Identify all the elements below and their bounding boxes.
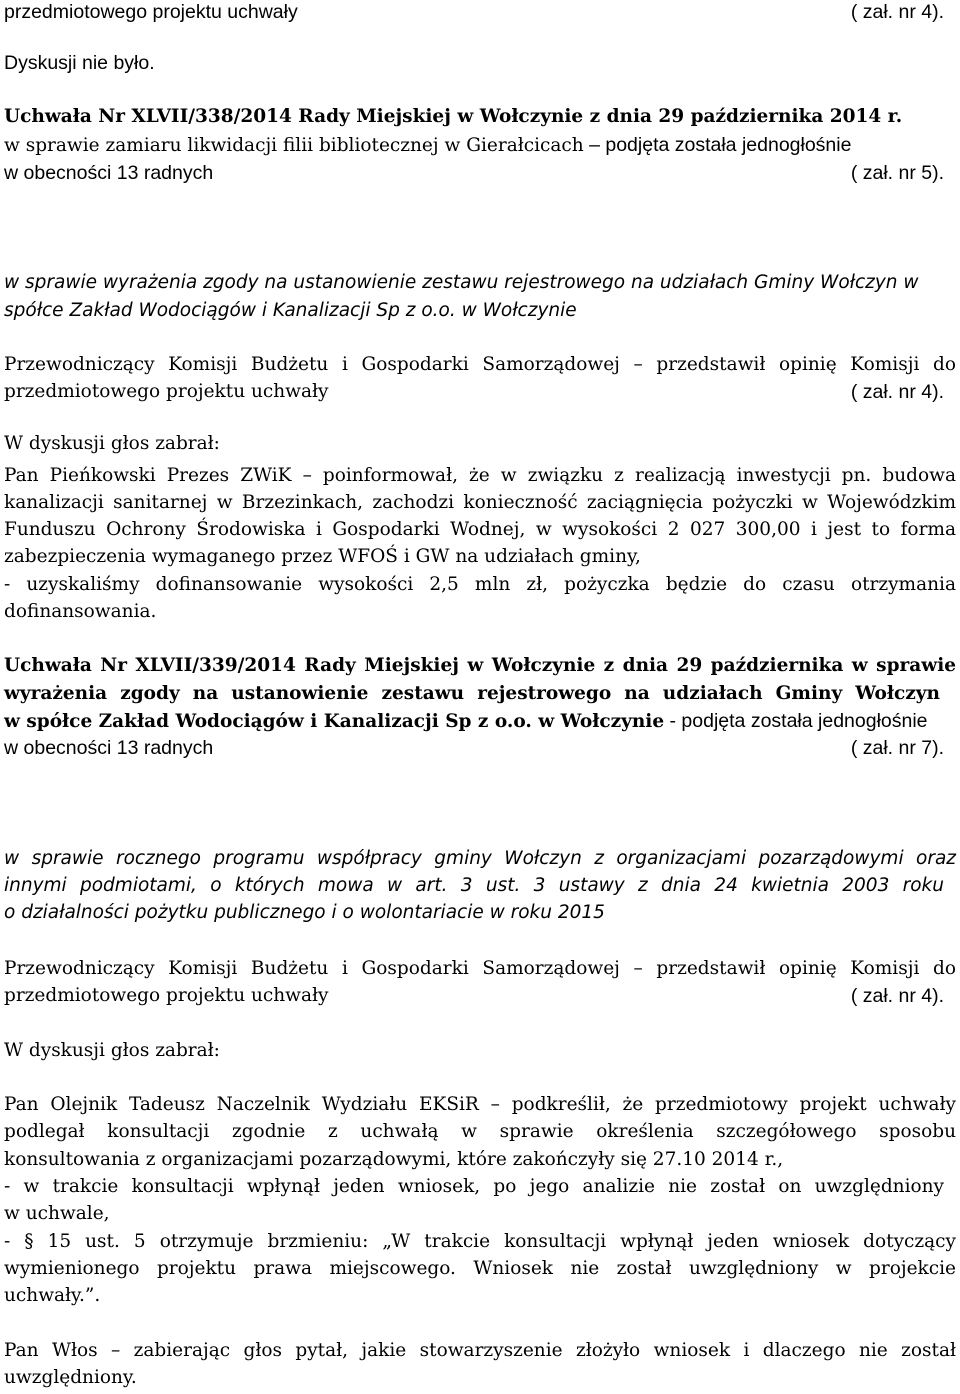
text-line: Pan Olejnik Tadeusz Naczelnik Wydziału EKSiR – podkreślił, że przedmiotowy projekt uchwały — [4, 1094, 956, 1115]
text-line: uwzględniony. — [4, 1367, 137, 1388]
text-line: - uzyskaliśmy dofinansowanie wysokości 2,5 mln zł, pożyczka będzie do czasu otrzymania — [4, 574, 956, 595]
resolution-heading: Uchwała Nr XLVII/338/2014 Rady Miejskiej w Wołczynie z dnia 29 października 2014 r. — [4, 106, 903, 127]
text-line — [4, 0, 956, 26]
text-line: Pan Włos – zabierając głos pytał, jakie stowarzyszenie złożyło wniosek i dlaczego nie został — [4, 1340, 956, 1361]
line-text: w obecności 13 radnych — [4, 162, 214, 184]
text-line — [4, 734, 956, 762]
attachment-ref: ( zał. nr 7). — [850, 737, 944, 759]
text-line: kanalizacji sanitarnej w Brzezinkach, zachodzi konieczność zaciągnięcia pożyczki w Wojewódzkim — [4, 492, 956, 513]
text-line: uchwały.”. — [4, 1285, 101, 1306]
text-line: Dyskusji nie było. — [4, 52, 155, 74]
attachment-ref: ( zał. nr 4). — [850, 381, 944, 403]
resolution-subject: w sprawie zamiaru likwidacji filii bibliotecznej w Gierałcicach — [4, 135, 584, 156]
text-line: konsultowania z organizacjami pozarządowymi, które zakończyły się 27.10 2014 r., — [4, 1149, 784, 1170]
line-text: przedmiotowego projektu uchwały — [4, 381, 329, 402]
text-line: w uchwale, — [4, 1203, 110, 1224]
attachment-ref: ( zał. nr 4). — [850, 985, 944, 1007]
text-line — [4, 707, 956, 736]
resolution-heading: wyrażenia zgody na ustanowienie zestawu rejestrowego na udziałach Gminy Wołczyn — [4, 683, 940, 704]
text-line — [4, 131, 956, 160]
resolution-heading: w spółce Zakład Wodociągów i Kanalizacji Sp z o.o. w Wołczynie — [4, 711, 665, 732]
text-line: Pan Pieńkowski Prezes ZWiK – poinformował, że w związku z realizacją inwestycji pn. budowa — [4, 465, 956, 486]
text-line — [4, 159, 956, 187]
line-text: - podjęta została jednogłośnie — [664, 710, 928, 732]
agenda-item-title: w sprawie rocznego programu współpracy gminy Wołczyn z organizacjami pozarządowymi oraz — [4, 848, 956, 869]
discussion-label: W dyskusji głos zabrał: — [4, 1040, 220, 1061]
text-line: wymienionego projektu prawa miejscowego. Wniosek nie został uwzględniony w projekcie — [4, 1258, 956, 1279]
text-line: - § 15 ust. 5 otrzymuje brzmieniu: „W trakcie konsultacji wpłynął jeden wniosek dotyczący — [4, 1231, 956, 1252]
resolution-heading: Uchwała Nr XLVII/339/2014 Rady Miejskiej w Wołczynie z dnia 29 października w sprawie — [4, 655, 956, 676]
text-line — [4, 378, 956, 406]
text-line: Przewodniczący Komisji Budżetu i Gospodarki Samorządowej – przedstawił opinię Komisji do — [4, 958, 956, 979]
text-line: - w trakcie konsultacji wpłynął jeden wniosek, po jego analizie nie został on uwzględniony — [4, 1176, 944, 1197]
discussion-label: W dyskusji głos zabrał: — [4, 433, 220, 454]
text-line: zabezpieczenia wymaganego przez WFOŚ i GW na udziałach gminy, — [4, 546, 641, 567]
text-line: Funduszu Ochrony Środowiska i Gospodarki Wodnej, w wysokości 2 027 300,00 i jest to forma — [4, 519, 956, 540]
text-line: dofinansowania. — [4, 601, 157, 622]
agenda-item-title: o działalności pożytku publicznego i o wolontariacie w roku 2015 — [4, 902, 605, 923]
text-line: podlegał konsultacji zgodnie z uchwałą w sprawie określenia szczegółowego sposobu — [4, 1121, 956, 1142]
line-text: – podjęta została jednogłośnie — [583, 134, 852, 156]
line-text: przedmiotowego projektu uchwały — [4, 985, 329, 1006]
line-text: w obecności 13 radnych — [4, 737, 214, 759]
agenda-item-title: w sprawie wyrażenia zgody na ustanowienie zestawu rejestrowego na udziałach Gminy Wołczyn w — [4, 272, 919, 293]
text-line: Przewodniczący Komisji Budżetu i Gospodarki Samorządowej – przedstawił opinię Komisji do — [4, 354, 956, 375]
agenda-item-title: spółce Zakład Wodociągów i Kanalizacji Sp z o.o. w Wołczynie — [4, 300, 577, 321]
attachment-ref: ( zał. nr 4). — [850, 1, 944, 23]
attachment-ref: ( zał. nr 5). — [850, 162, 944, 184]
agenda-item-title: innymi podmiotami, o których mowa w art. 3 ust. 3 ustawy z dnia 24 kwietnia 2003 roku — [4, 875, 944, 896]
line-text: przedmiotowego projektu uchwały — [4, 1, 298, 23]
text-line — [4, 982, 956, 1010]
